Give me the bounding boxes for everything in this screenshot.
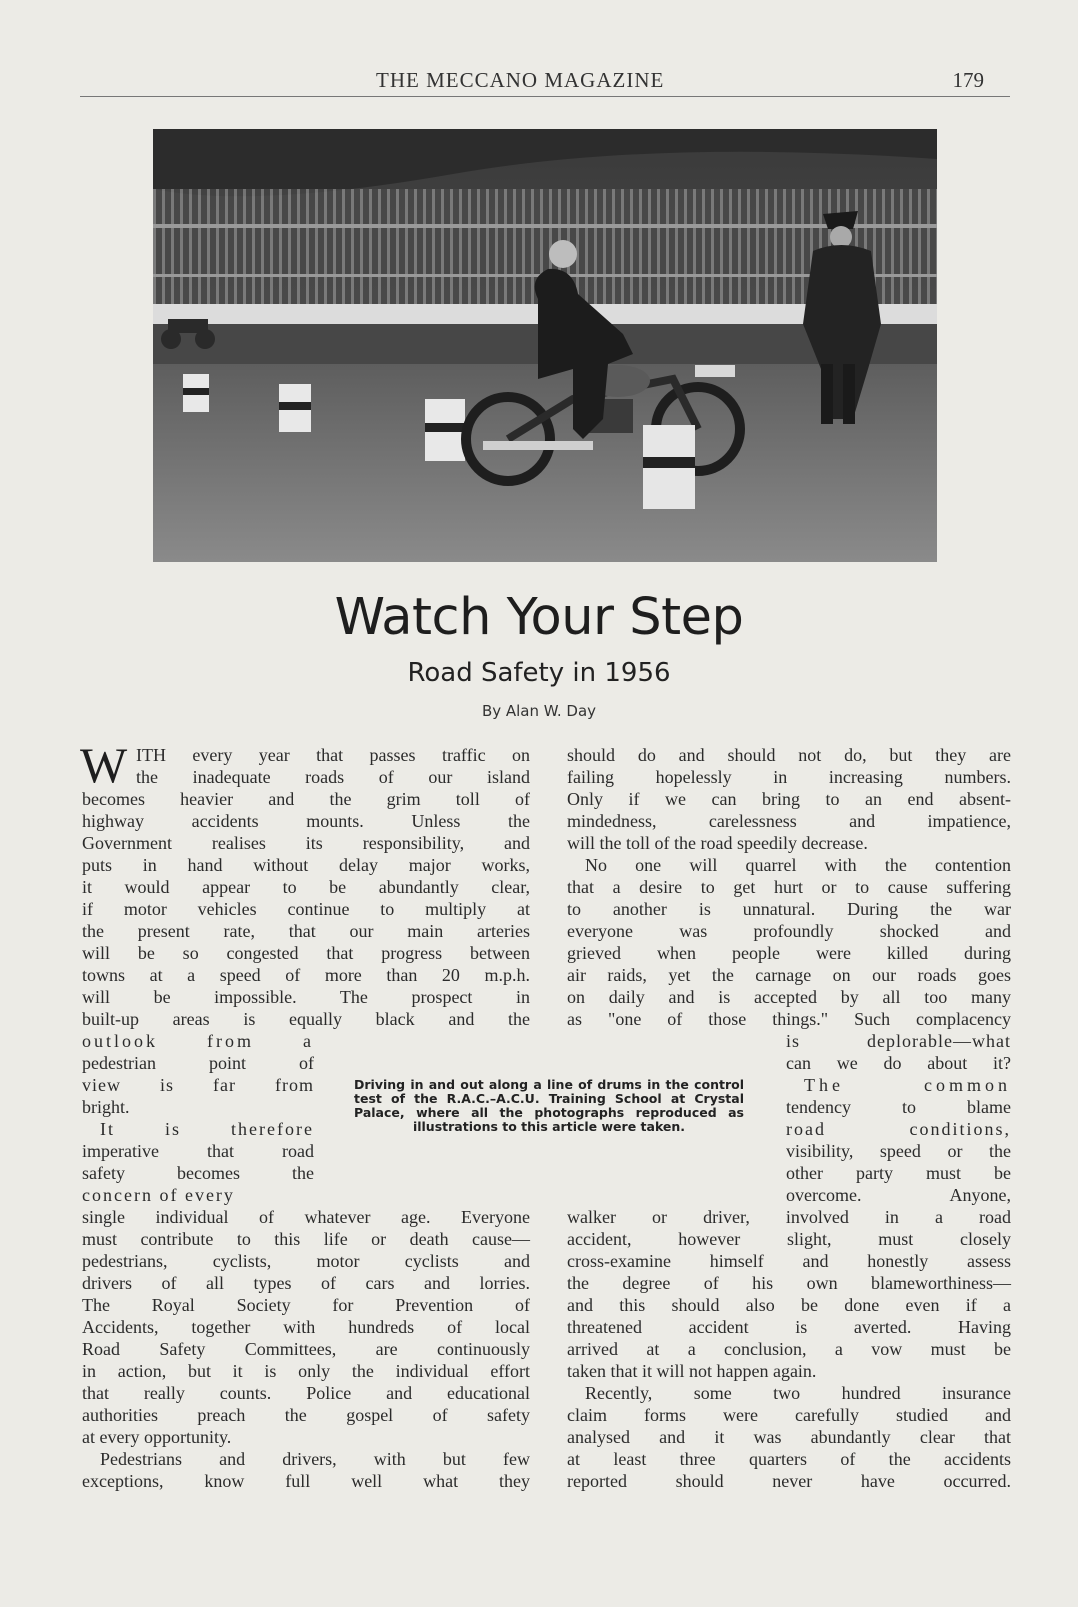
left-line-17: bright. xyxy=(82,1097,130,1117)
left-line-27: Accidents, together with hundreds of local xyxy=(82,1317,530,1337)
left-line-3: becomes heavier and the grim toll of xyxy=(82,789,530,809)
right-line-33: at least three quarters of the accidents xyxy=(567,1449,1011,1469)
right-line-26: and this should also be done even if a xyxy=(567,1295,1011,1315)
right-line-19: visibility, speed or the xyxy=(786,1141,1011,1161)
photo-caption: Driving in and out along a line of drums in the control test of the R.A.C.–A.C.U. Training School at Crystal Palace, where all the photographs reproduced as illustrations to this article were taken. xyxy=(354,1077,744,1134)
right-line-29: taken that it will not happen again. xyxy=(567,1361,817,1381)
article-subtitle: Road Safety in 1956 xyxy=(407,658,671,688)
left-line-9: the present rate, that our main arteries xyxy=(82,921,530,941)
left-line-4: highway accidents mounts. Unless the xyxy=(82,811,530,831)
right-line-28: arrived at a conclusion, a vow must be xyxy=(567,1339,1011,1359)
left-line-1: ITH every year that passes traffic on xyxy=(136,745,530,765)
right-line-20: other party must be xyxy=(786,1163,1011,1183)
left-line-32: at every opportunity. xyxy=(82,1427,232,1447)
right-line-15: can we do about it? xyxy=(786,1053,1011,1073)
left-line-29: in action, but it is only the individual effort xyxy=(82,1361,530,1381)
right-line-25: the degree of his own blameworthiness— xyxy=(567,1273,1011,1293)
left-line-31: authorities preach the gospel of safety xyxy=(82,1405,530,1425)
magazine-title: THE MECCANO MAGAZINE xyxy=(376,68,665,92)
left-line-6: puts in hand without delay major works, xyxy=(82,855,530,875)
left-line-12: will be impossible. The prospect in xyxy=(82,987,530,1007)
right-line-23: accident, however slight, must closely xyxy=(567,1229,1011,1249)
right-line-22: walker or driver, involved in a road xyxy=(567,1207,1011,1227)
right-line-13: as "one of those things." Such complacency xyxy=(567,1009,1011,1029)
right-line-32: analysed and it was abundantly clear that xyxy=(567,1427,1011,1447)
left-line-21: concern of every xyxy=(82,1185,235,1205)
article-title: Watch Your Step xyxy=(334,588,744,647)
drop-cap: W xyxy=(80,737,128,793)
right-line-6: No one will quarrel with the contention xyxy=(585,855,1011,875)
left-line-20: safety becomes the xyxy=(82,1163,314,1183)
right-line-9: everyone was profoundly shocked and xyxy=(567,921,1011,941)
left-line-8: if motor vehicles continue to multiply at xyxy=(82,899,530,919)
running-head xyxy=(80,66,1010,97)
left-line-25: drivers of all types of cars and lorries. xyxy=(82,1273,530,1293)
right-line-21: overcome. Anyone, xyxy=(786,1185,1011,1205)
right-line-14: is deplorable—what xyxy=(786,1031,1011,1051)
right-line-12: on daily and is accepted by all too many xyxy=(567,987,1011,1007)
right-line-31: claim forms were carefully studied and xyxy=(567,1405,1011,1425)
right-line-5: will the toll of the road speedily decrease. xyxy=(567,833,868,853)
left-line-33: Pedestrians and drivers, with but few xyxy=(100,1449,530,1469)
right-line-7: that a desire to get hurt or to cause suffering xyxy=(567,877,1011,897)
right-line-16: The common xyxy=(804,1075,1011,1095)
left-line-11: towns at a speed of more than 20 m.p.h. xyxy=(82,965,530,985)
left-line-22: single individual of whatever age. Everyone xyxy=(82,1207,530,1227)
right-line-30: Recently, some two hundred insurance xyxy=(585,1383,1011,1403)
left-line-10: will be so congested that progress between xyxy=(82,943,530,963)
right-line-17: tendency to blame xyxy=(786,1097,1011,1117)
left-line-28: Road Safety Committees, are continuously xyxy=(82,1339,530,1359)
left-line-7: it would appear to be abundantly clear, xyxy=(82,877,530,897)
left-line-24: pedestrians, cyclists, motor cyclists and xyxy=(82,1251,530,1271)
left-line-19: imperative that road xyxy=(82,1141,314,1161)
motorcycle-test-photo xyxy=(153,129,937,562)
left-line-23: must contribute to this life or death cause— xyxy=(82,1229,530,1249)
right-line-1: should do and should not do, but they are xyxy=(567,745,1011,765)
right-line-24: cross-examine himself and honestly assess xyxy=(567,1251,1011,1271)
left-line-18: It is therefore xyxy=(100,1119,314,1139)
right-line-27: threatened accident is averted. Having xyxy=(567,1317,1011,1337)
page-number: 179 xyxy=(952,68,984,92)
right-line-10: grieved when people were killed during xyxy=(567,943,1011,963)
left-line-34: exceptions, know full well what they xyxy=(82,1471,530,1491)
left-line-15: pedestrian point of xyxy=(82,1053,314,1073)
right-line-18: road conditions, xyxy=(786,1119,1011,1139)
left-line-30: that really counts. Police and educational xyxy=(82,1383,530,1403)
right-line-11: air raids, yet the carnage on our roads goes xyxy=(567,965,1011,985)
left-line-14: outlook from a xyxy=(82,1031,314,1051)
byline: By Alan W. Day xyxy=(481,702,597,720)
right-line-34: reported should never have occurred. xyxy=(567,1471,1011,1491)
right-line-2: failing hopelessly in increasing numbers. xyxy=(567,767,1011,787)
right-line-8: to another is unnatural. During the war xyxy=(567,899,1011,919)
left-line-13: built-up areas is equally black and the xyxy=(82,1009,530,1029)
left-line-2: the inadequate roads of our island xyxy=(136,767,530,787)
right-line-4: mindedness, carelessness and impatience, xyxy=(567,811,1011,831)
left-line-26: The Royal Society for Prevention of xyxy=(82,1295,530,1315)
left-line-16: view is far from xyxy=(82,1075,314,1095)
right-line-3: Only if we can bring to an end absent- xyxy=(567,789,1011,809)
left-line-5: Government realises its responsibility, and xyxy=(82,833,530,853)
